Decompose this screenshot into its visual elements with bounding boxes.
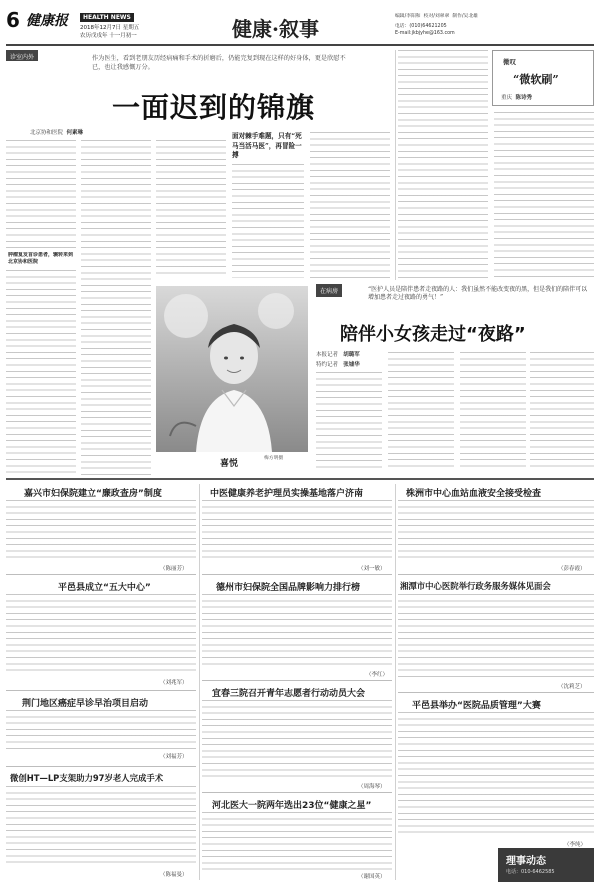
news-rule-e <box>202 680 392 681</box>
news-body-1 <box>6 500 196 562</box>
editor-credit <box>395 12 478 19</box>
weixiao-author: 陈诗秀 <box>515 95 533 101</box>
weixiao-author-org: 重庆 <box>501 95 513 101</box>
lead-headline: 一面迟到的锦旗 <box>112 91 316 124</box>
news-byline-6: （沈莉芝） <box>558 684 586 690</box>
news-rule-c <box>398 574 594 575</box>
lead-subhead: 肿瘤复发首诊患者，辗转来到北京协和医院 <box>8 252 74 265</box>
news-byline-9: （李纯） <box>564 842 587 848</box>
news-body-6 <box>398 594 594 680</box>
news-body-2 <box>202 500 392 562</box>
night-tag-label: 在病房 <box>320 288 339 295</box>
news-rule-b <box>202 574 392 575</box>
night-tag <box>316 284 342 297</box>
night-byline-1 <box>316 350 360 358</box>
woman-photo-illustration <box>156 286 308 452</box>
news-byline-2: （刘一敏） <box>358 566 386 572</box>
issue-date: 2018年12月7日 星期五 <box>80 25 140 31</box>
weixiao-box <box>492 50 594 106</box>
paper-name-en: HEALTH NEWS <box>80 13 134 22</box>
news-body-7 <box>6 710 196 750</box>
news-title-6: 湘潭市中心医院举行政务服务媒体见面会 <box>400 581 551 591</box>
editor-name: 编辑/李阳和 <box>395 14 421 19</box>
night-headline: 陪伴小女孩走过“夜路” <box>340 324 526 345</box>
news-body-8 <box>202 700 392 780</box>
news-title-11: 河北医大一院两年选出23位“健康之星” <box>212 801 372 811</box>
weixiao-byline <box>501 93 532 101</box>
news-byline-7: （刘福芳） <box>160 754 188 760</box>
news-top-rule <box>6 478 594 480</box>
lead-col-1b <box>6 270 76 476</box>
footer-ad-title: 理事动态 <box>506 856 546 867</box>
lead-photo <box>156 286 308 452</box>
news-byline-5: （李红） <box>366 672 389 678</box>
news-col-sep-1 <box>199 484 200 880</box>
lead-byline <box>30 128 83 136</box>
news-body-3 <box>398 500 594 562</box>
night-author-org-2: 特约记者 <box>316 362 339 368</box>
footer-ad <box>498 848 594 882</box>
news-title-3: 株洲市中心血站血液安全接受检查 <box>406 489 542 499</box>
news-title-4: 平邑县成立“五大中心” <box>58 583 151 593</box>
news-title-5: 德州市妇保院全国品牌影响力排行榜 <box>216 583 361 593</box>
paper-name: 健康报 <box>26 13 68 29</box>
news-byline-10: （陈福曼） <box>160 872 188 878</box>
lead-col-5 <box>310 132 390 278</box>
news-body-9 <box>398 712 594 838</box>
lead-author: 何素琳 <box>66 130 84 136</box>
news-title-8: 宜春三院召开青年志愿者行动动员大会 <box>212 689 366 699</box>
contact-phone: 电话：(010)64621205 <box>395 24 447 29</box>
night-author-1: 胡璐军 <box>343 352 360 358</box>
intro-box <box>6 50 394 80</box>
news-title-10: 微创HT—LP支架助力97岁老人完成手术 <box>10 773 164 783</box>
night-byline-2 <box>316 360 360 368</box>
top-col-sep <box>395 50 396 280</box>
night-pull-quote: “医护人员是陪伴患者走夜路的人：我们虽然不能改变夜的黑，但是我们的陪伴可以增加患者走过夜路的勇气！” <box>368 286 588 301</box>
lead-col-3 <box>156 140 226 278</box>
lead-col-1 <box>6 140 76 248</box>
night-author-org-1: 本报记者 <box>316 352 339 358</box>
night-col-3 <box>460 352 526 470</box>
right-top-col-2 <box>494 112 594 278</box>
news-body-11 <box>202 812 392 870</box>
night-author-2: 张墟华 <box>343 362 360 368</box>
news-rule-d <box>6 690 196 691</box>
section-title: 健康·叙事 <box>232 17 319 41</box>
news-byline-1: （陈丽芳） <box>160 566 188 572</box>
photo-caption: 喜悦 <box>220 459 239 469</box>
news-body-4 <box>6 594 196 676</box>
news-title-7: 荆门地区癌症早诊早治项目启动 <box>22 699 149 709</box>
lead-author-org: 北京协和医院 <box>30 130 64 136</box>
night-col-1 <box>316 372 382 470</box>
news-byline-8: （周海琴） <box>358 784 386 790</box>
news-byline-3: （彭春霞） <box>558 566 586 572</box>
intro-tag <box>6 50 38 61</box>
news-byline-11: （谢国英） <box>358 874 386 880</box>
news-rule-h <box>202 792 392 793</box>
news-rule-g <box>6 766 196 767</box>
masthead <box>0 0 600 48</box>
news-byline-4: （刘兆军） <box>160 680 188 686</box>
night-col-4 <box>530 352 594 470</box>
contact-email: E-mail:jkbjyhe@163.com <box>395 31 455 36</box>
masthead-rule <box>6 44 594 46</box>
news-title-1: 嘉兴市妇保院建立“廉政查房”制度 <box>24 489 162 499</box>
lead-quote: 面对棘手难题，只有“死马当活马医”，再冒险一搏 <box>232 132 302 159</box>
right-top-col-1 <box>398 50 488 278</box>
news-rule-a <box>6 574 196 575</box>
news-col-sep-2 <box>395 484 396 880</box>
news-body-10 <box>6 786 196 868</box>
proof-name: 校对/刘翠翠 <box>423 14 450 19</box>
weixiao-title: “微软刷” <box>513 73 559 86</box>
design-name: 制作/吴北雄 <box>452 14 478 19</box>
news-body-5 <box>202 594 392 668</box>
page-number: 6 <box>6 8 20 32</box>
news-title-9: 平邑县举办“医院品质管理”大赛 <box>412 701 541 711</box>
lead-col-4 <box>232 164 304 278</box>
night-col-2 <box>388 352 454 470</box>
lead-col-2 <box>81 140 151 476</box>
footer-ad-phone: 电话：010-6462585 <box>506 869 555 875</box>
news-title-2: 中医健康养老护理员实操基地落户济南 <box>210 489 364 499</box>
intro-text: 作为医生，看到老朋友历经病痛和手术的折磨后，仍能完复到现在这样的好身体，更是欣慰不已，也让我感慨万分。 <box>92 55 346 71</box>
photo-credit: 梅方明摄 <box>264 456 284 461</box>
weixiao-column: 微叹 <box>503 58 516 66</box>
lunar-date: 农历戊戌年 十一月初一 <box>80 33 137 39</box>
news-rule-f <box>398 692 594 693</box>
intro-tag-label: 诊室内外 <box>10 54 35 61</box>
